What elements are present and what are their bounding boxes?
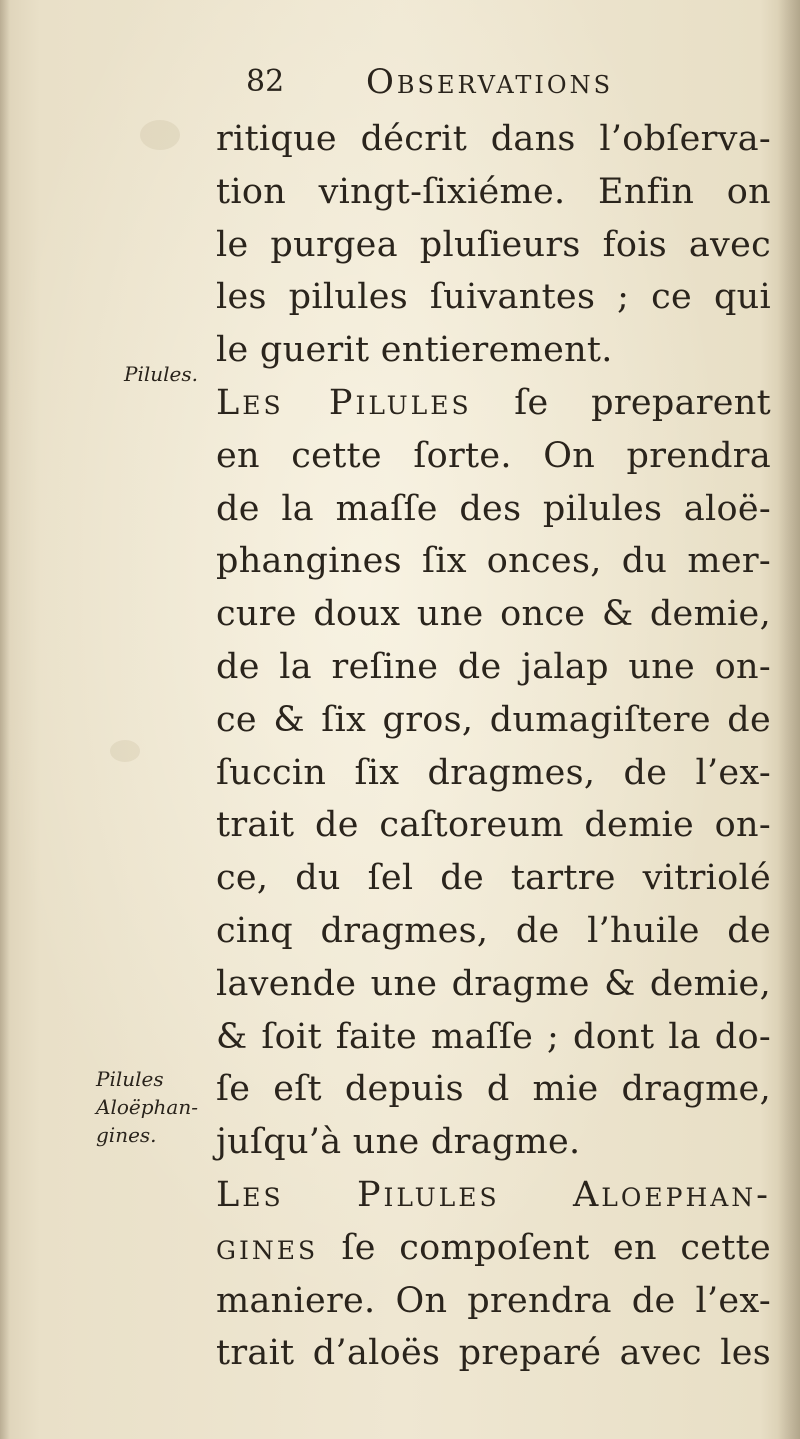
text-line: les pilules ſuivantes ; ce qui [216, 277, 771, 318]
text-line: trait d’aloës preparé avec les [216, 1333, 771, 1374]
section-heading-pilules-aloephangines: Les Pilules Aloephan- [216, 1174, 771, 1215]
text-line-section-start [216, 377, 771, 430]
paper-stain [140, 120, 180, 150]
section-heading-continued: gines [216, 1227, 319, 1268]
text-line: le purgea pluſieurs fois avec [216, 224, 771, 265]
text-line: & ſoit faite maſſe ; dont la do- [216, 1016, 771, 1057]
running-title: Observations [366, 62, 614, 102]
margin-note-line: Aloëphan- [96, 1095, 198, 1119]
text-line: cure doux une once & demie, [216, 594, 771, 635]
section-heading-pilules: Les Pilules [216, 382, 472, 423]
margin-note-pilules-aloephangines [96, 1065, 198, 1149]
margin-note-line: gines. [96, 1123, 157, 1147]
text-line: en cette ſorte. On prendra [216, 435, 771, 476]
text-line: trait de caſtoreum demie on- [216, 805, 771, 846]
page-header [246, 62, 776, 112]
text-line: ſe eſt depuis d mie dragme, [216, 1069, 771, 1110]
text-line: le guerit entierement. [216, 330, 613, 371]
page-number: 82 [246, 64, 285, 99]
page-gutter-shadow [778, 0, 800, 1439]
text-line: maniere. On prendra de l’ex- [216, 1280, 771, 1321]
text-line: tion vingt-ſixiéme. Enfin on [216, 171, 771, 212]
text-line: ce, du ſel de tartre vitriolé [216, 858, 771, 899]
text-fragment: ſe compoſent en cette [318, 1227, 771, 1268]
margin-note-line: Pilules [96, 1067, 164, 1091]
text-line: cinq dragmes, de l’huile de [216, 910, 771, 951]
page-left-edge-shadow [0, 0, 10, 1439]
text-line: ſuccin ſix dragmes, de l’ex- [216, 752, 771, 793]
text-line: phangines ſix onces, du mer- [216, 541, 771, 582]
text-line: de la maſſe des pilules aloë- [216, 488, 771, 529]
paper-stain [110, 740, 140, 762]
text-line: lavende une dragme & demie, [216, 963, 771, 1004]
text-line-section-start [216, 1169, 771, 1222]
text-line: ritique décrit dans l’obſerva- [216, 119, 771, 159]
margin-note-text: Pilules. [124, 362, 198, 386]
text-line: de la reſine de jalap une on- [216, 646, 771, 687]
body-text [216, 113, 771, 1380]
text-line: ce & ſix gros, dumagiſtere de [216, 699, 771, 740]
margin-note-pilules [124, 360, 198, 388]
text-fragment: ſe preparent [471, 382, 771, 423]
text-line [216, 1222, 771, 1275]
text-line: juſqu’à une dragme. [216, 1122, 581, 1163]
